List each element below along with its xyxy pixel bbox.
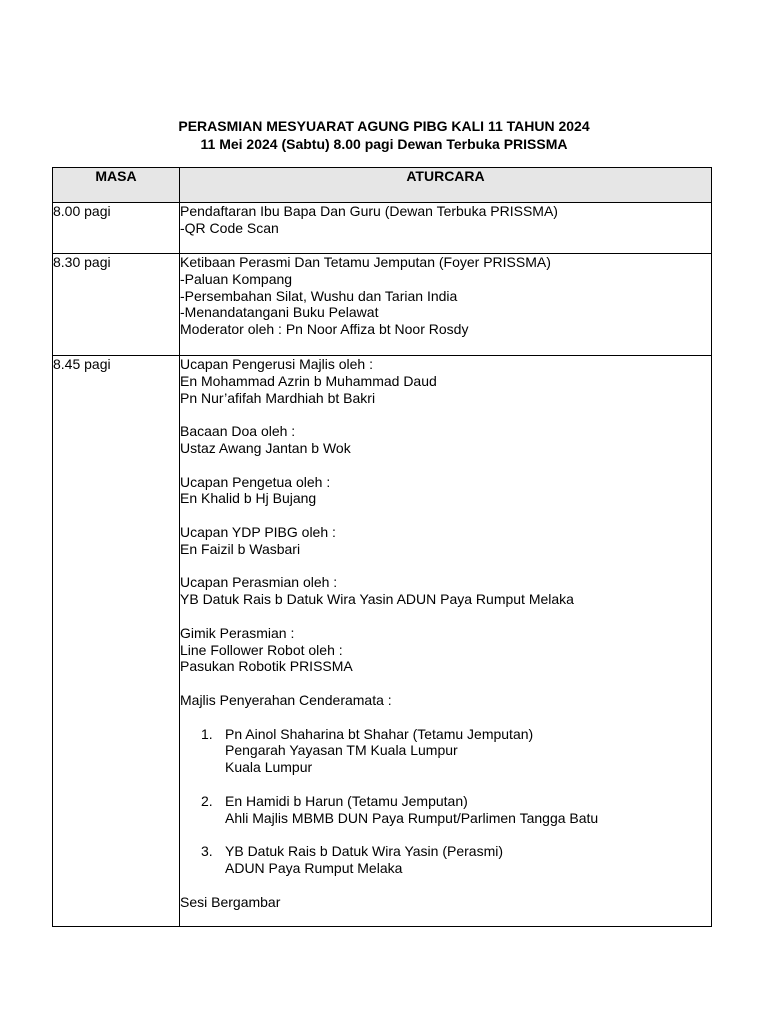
list-item bbox=[180, 726, 711, 776]
program-line: Ketibaan Perasmi Dan Tetamu Jemputan (Foyer PRISSMA) bbox=[180, 254, 551, 270]
program-cell bbox=[180, 203, 712, 254]
column-header-masa: MASA bbox=[53, 168, 180, 203]
souvenir-list bbox=[180, 726, 711, 877]
program-line: Ucapan Perasmian oleh : bbox=[180, 574, 338, 591]
program-line: Kuala Lumpur bbox=[225, 759, 313, 776]
table-row bbox=[53, 254, 712, 356]
time-cell: 8.45 pagi bbox=[53, 356, 180, 927]
agenda-table bbox=[52, 167, 712, 927]
program-line: Sesi Bergambar bbox=[180, 893, 281, 910]
program-cell bbox=[180, 356, 712, 927]
list-item bbox=[180, 843, 711, 877]
program-line: ADUN Paya Rumput Melaka bbox=[225, 859, 403, 876]
time-cell: 8.00 pagi bbox=[53, 203, 180, 254]
title-line: PERASMIAN MESYUARAT AGUNG PIBG KALI 11 TAHUN 2024 bbox=[178, 118, 590, 134]
program-line: Pasukan Robotik PRISSMA bbox=[180, 658, 353, 675]
list-item bbox=[180, 793, 711, 827]
program-line: Ucapan YDP PIBG oleh : bbox=[180, 523, 336, 540]
program-line: Gimik Perasmian : bbox=[180, 624, 295, 641]
list-number: 1. bbox=[201, 725, 213, 742]
list-number: 3. bbox=[201, 843, 213, 860]
program-line: Moderator oleh : Pn Noor Affiza bt Noor Rosdy bbox=[180, 321, 469, 338]
subtitle-line: 11 Mei 2024 (Sabtu) 8.00 pagi Dewan Terbuka PRISSMA bbox=[200, 136, 568, 152]
program-line: -Persembahan Silat, Wushu dan Tarian India bbox=[180, 287, 458, 304]
time-cell: 8.30 pagi bbox=[53, 254, 180, 356]
program-cell bbox=[180, 254, 712, 356]
program-line: Pendaftaran Ibu Bapa Dan Guru (Dewan Terbuka PRISSMA) bbox=[180, 203, 558, 219]
program-line: Ucapan Pengerusi Majlis oleh : bbox=[180, 356, 373, 372]
program-line: Majlis Penyerahan Cenderamata : bbox=[180, 691, 392, 708]
list-number: 2. bbox=[201, 792, 213, 809]
program-line: Line Follower Robot oleh : bbox=[180, 641, 343, 658]
program-line: En Mohammad Azrin b Muhammad Daud bbox=[180, 372, 437, 389]
column-header-aturcara: ATURCARA bbox=[180, 168, 712, 203]
program-line: -QR Code Scan bbox=[180, 219, 279, 236]
table-header-row bbox=[53, 168, 712, 203]
program-line: Pengarah Yayasan TM Kuala Lumpur bbox=[225, 742, 458, 759]
program-line: Pn Nur’afifah Mardhiah bt Bakri bbox=[180, 389, 376, 406]
program-line: YB Datuk Rais b Datuk Wira Yasin (Perasmi) bbox=[225, 843, 504, 860]
program-line: Ucapan Pengetua oleh : bbox=[180, 473, 331, 490]
program-line: Pn Ainol Shaharina bt Shahar (Tetamu Jemputan) bbox=[225, 725, 534, 742]
document-title bbox=[0, 117, 768, 153]
table-row bbox=[53, 203, 712, 254]
program-line: -Paluan Kompang bbox=[180, 270, 293, 287]
program-line: En Khalid b Hj Bujang bbox=[180, 490, 317, 507]
program-line: Bacaan Doa oleh : bbox=[180, 423, 296, 440]
program-line: Ahli Majlis MBMB DUN Paya Rumput/Parlimen Tangga Batu bbox=[225, 809, 599, 826]
program-line: YB Datuk Rais b Datuk Wira Yasin ADUN Paya Rumput Melaka bbox=[180, 591, 574, 608]
program-line: Ustaz Awang Jantan b Wok bbox=[180, 439, 351, 456]
table-row bbox=[53, 356, 712, 927]
program-line: En Hamidi b Harun (Tetamu Jemputan) bbox=[225, 792, 468, 809]
program-line: En Faizil b Wasbari bbox=[180, 540, 301, 557]
program-line: -Menandatangani Buku Pelawat bbox=[180, 304, 379, 321]
